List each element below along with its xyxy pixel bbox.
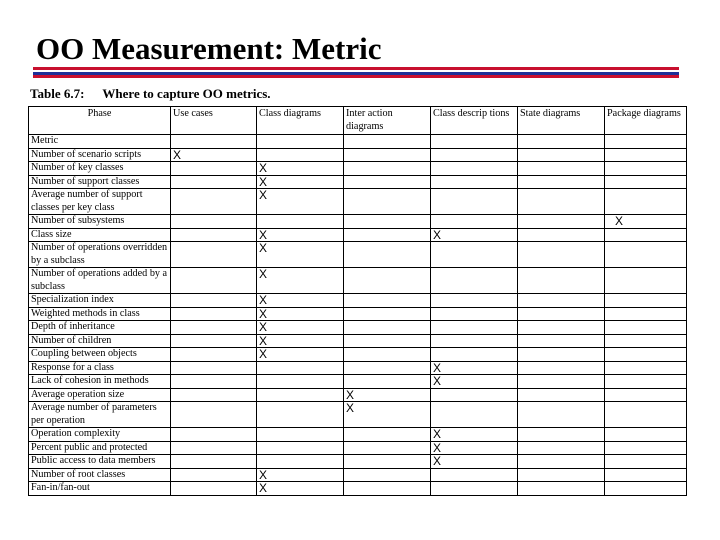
- column-header: Class descrip tions: [431, 107, 518, 135]
- table-row: [29, 482, 687, 496]
- phase-mark-cell: [171, 294, 257, 308]
- table-row: [29, 228, 687, 242]
- phase-mark-cell: [171, 361, 257, 375]
- phase-mark-cell: [431, 388, 518, 402]
- table-row: [29, 361, 687, 375]
- phase-mark-cell: [344, 215, 431, 229]
- phase-mark-cell: [518, 455, 605, 469]
- phase-mark-cell: [344, 348, 431, 362]
- column-header: State diagrams: [518, 107, 605, 135]
- phase-mark-cell: [518, 307, 605, 321]
- table-header-row: [29, 107, 687, 135]
- phase-mark-cell: [518, 334, 605, 348]
- table-row: [29, 375, 687, 389]
- metric-name: Class size: [29, 228, 171, 242]
- metric-name: Number of scenario scripts: [29, 148, 171, 162]
- phase-mark-cell: [605, 334, 687, 348]
- phase-mark-cell: [257, 388, 344, 402]
- phase-mark-cell: [257, 402, 344, 428]
- phase-mark-cell: [171, 175, 257, 189]
- table-row: [29, 455, 687, 469]
- table-caption-label: Table 6.7:: [30, 86, 85, 101]
- table-row: [29, 307, 687, 321]
- phase-mark-cell: X: [344, 388, 431, 402]
- phase-mark-cell: [344, 175, 431, 189]
- phase-mark-cell: [171, 162, 257, 176]
- column-header: Package diagrams: [605, 107, 687, 135]
- metric-name: Coupling between objects: [29, 348, 171, 362]
- phase-mark-cell: [431, 321, 518, 335]
- phase-mark-cell: [171, 242, 257, 268]
- table-row: [29, 388, 687, 402]
- phase-mark-cell: [171, 402, 257, 428]
- phase-mark-cell: [431, 334, 518, 348]
- table-row: [29, 189, 687, 215]
- phase-mark-cell: [171, 307, 257, 321]
- metric-name: Percent public and protected: [29, 441, 171, 455]
- phase-mark-cell: [344, 468, 431, 482]
- phase-mark-cell: [171, 388, 257, 402]
- table-caption-text: Where to capture OO metrics.: [102, 86, 271, 101]
- phase-mark-cell: [171, 228, 257, 242]
- phase-mark-cell: [518, 361, 605, 375]
- phase-mark-cell: [171, 334, 257, 348]
- phase-mark-cell: [344, 294, 431, 308]
- metric-name: Lack of cohesion in methods: [29, 375, 171, 389]
- table-caption: [30, 86, 271, 102]
- phase-mark-cell: [171, 375, 257, 389]
- phase-mark-cell: [605, 468, 687, 482]
- phase-mark-cell: [171, 348, 257, 362]
- phase-mark-cell: [605, 348, 687, 362]
- metric-name: Number of key classes: [29, 162, 171, 176]
- phase-mark-cell: [431, 294, 518, 308]
- phase-mark-cell: [605, 148, 687, 162]
- phase-mark-cell: [605, 268, 687, 294]
- phase-mark-cell: [257, 455, 344, 469]
- table-row: [29, 175, 687, 189]
- phase-mark-cell: [518, 388, 605, 402]
- phase-mark-cell: [518, 402, 605, 428]
- table-row: [29, 348, 687, 362]
- phase-mark-cell: X: [257, 162, 344, 176]
- metric-name: Number of subsystems: [29, 215, 171, 229]
- phase-mark-cell: [431, 162, 518, 176]
- phase-mark-cell: [257, 441, 344, 455]
- phase-mark-cell: [431, 402, 518, 428]
- phase-mark-cell: X: [257, 268, 344, 294]
- phase-mark-cell: [605, 455, 687, 469]
- phase-mark-cell: [518, 428, 605, 442]
- phase-mark-cell: [518, 294, 605, 308]
- phase-mark-cell: [344, 482, 431, 496]
- metric-name: Depth of inheritance: [29, 321, 171, 335]
- phase-mark-cell: [344, 268, 431, 294]
- phase-mark-cell: [605, 388, 687, 402]
- phase-mark-cell: [257, 361, 344, 375]
- table-row: [29, 321, 687, 335]
- phase-mark-cell: [431, 215, 518, 229]
- phase-mark-cell: [344, 228, 431, 242]
- phase-mark-cell: [344, 375, 431, 389]
- phase-mark-cell: [431, 482, 518, 496]
- phase-mark-cell: [431, 307, 518, 321]
- phase-mark-cell: X: [431, 428, 518, 442]
- phase-mark-cell: X: [171, 148, 257, 162]
- phase-mark-cell: X: [257, 321, 344, 335]
- table-row: [29, 441, 687, 455]
- phase-header: Phase: [29, 107, 171, 135]
- metric-name: Fan-in/fan-out: [29, 482, 171, 496]
- phase-mark-cell: [518, 268, 605, 294]
- phase-mark-cell: [344, 162, 431, 176]
- metric-name: Average number of support classes per key class: [29, 189, 171, 215]
- table-row: [29, 268, 687, 294]
- phase-mark-cell: [344, 242, 431, 268]
- phase-mark-cell: [605, 162, 687, 176]
- metric-name: Operation complexity: [29, 428, 171, 442]
- metric-name: Specialization index: [29, 294, 171, 308]
- phase-mark-cell: [431, 148, 518, 162]
- phase-mark-cell: X: [344, 402, 431, 428]
- phase-mark-cell: [605, 482, 687, 496]
- phase-mark-cell: [605, 189, 687, 215]
- table-row: [29, 468, 687, 482]
- phase-mark-cell: [518, 189, 605, 215]
- metric-name: Number of operations overridden by a subclass: [29, 242, 171, 268]
- phase-mark-cell: [344, 455, 431, 469]
- metric-name: Public access to data members: [29, 455, 171, 469]
- phase-mark-cell: [605, 441, 687, 455]
- phase-mark-cell: [605, 242, 687, 268]
- phase-mark-cell: [605, 321, 687, 335]
- phase-mark-cell: [171, 268, 257, 294]
- phase-mark-cell: [431, 175, 518, 189]
- phase-mark-cell: [257, 148, 344, 162]
- title-rule-red-bottom: [33, 75, 679, 78]
- phase-mark-cell: [344, 361, 431, 375]
- phase-mark-cell: [605, 375, 687, 389]
- phase-mark-cell: X: [257, 242, 344, 268]
- phase-mark-cell: [518, 162, 605, 176]
- metric-name: Average operation size: [29, 388, 171, 402]
- phase-mark-cell: [518, 242, 605, 268]
- phase-mark-cell: X: [257, 294, 344, 308]
- metric-header: Metric: [29, 135, 171, 149]
- phase-mark-cell: [431, 242, 518, 268]
- metrics-table: [28, 106, 687, 496]
- phase-mark-cell: [344, 189, 431, 215]
- metric-name: Number of support classes: [29, 175, 171, 189]
- metric-name: Number of children: [29, 334, 171, 348]
- table-row: [29, 428, 687, 442]
- phase-mark-cell: [257, 215, 344, 229]
- phase-mark-cell: [344, 441, 431, 455]
- phase-mark-cell: [605, 361, 687, 375]
- slide-title: OO Measurement: Metric: [36, 31, 382, 66]
- table-row: [29, 215, 687, 229]
- phase-mark-cell: [171, 455, 257, 469]
- phase-mark-cell: [518, 321, 605, 335]
- phase-mark-cell: [518, 468, 605, 482]
- phase-mark-cell: [518, 215, 605, 229]
- phase-mark-cell: [431, 268, 518, 294]
- phase-mark-cell: X: [257, 175, 344, 189]
- table-row: [29, 334, 687, 348]
- phase-mark-cell: [518, 148, 605, 162]
- phase-mark-cell: [171, 441, 257, 455]
- phase-mark-cell: X: [605, 215, 687, 229]
- column-header: Class diagrams: [257, 107, 344, 135]
- phase-mark-cell: X: [257, 189, 344, 215]
- table-row: [29, 242, 687, 268]
- phase-mark-cell: [605, 228, 687, 242]
- column-header: Use cases: [171, 107, 257, 135]
- metric-name: Number of operations added by a subclass: [29, 268, 171, 294]
- metric-name: Number of root classes: [29, 468, 171, 482]
- phase-mark-cell: [518, 348, 605, 362]
- phase-mark-cell: [431, 468, 518, 482]
- column-header: Inter action diagrams: [344, 107, 431, 135]
- phase-mark-cell: [518, 375, 605, 389]
- phase-mark-cell: X: [257, 468, 344, 482]
- phase-mark-cell: X: [257, 307, 344, 321]
- phase-mark-cell: X: [431, 441, 518, 455]
- metric-name: Weighted methods in class: [29, 307, 171, 321]
- metric-name: Average number of parameters per operation: [29, 402, 171, 428]
- phase-mark-cell: [171, 468, 257, 482]
- table-row: [29, 402, 687, 428]
- phase-mark-cell: [171, 428, 257, 442]
- phase-mark-cell: X: [431, 375, 518, 389]
- phase-mark-cell: [344, 307, 431, 321]
- phase-mark-cell: [344, 428, 431, 442]
- phase-mark-cell: [518, 228, 605, 242]
- phase-mark-cell: X: [257, 228, 344, 242]
- phase-mark-cell: [344, 148, 431, 162]
- metric-name: Response for a class: [29, 361, 171, 375]
- metric-heading-row: [29, 135, 687, 149]
- phase-mark-cell: [518, 175, 605, 189]
- phase-mark-cell: [518, 441, 605, 455]
- phase-mark-cell: [605, 294, 687, 308]
- phase-mark-cell: X: [257, 482, 344, 496]
- phase-mark-cell: X: [257, 334, 344, 348]
- phase-mark-cell: [171, 189, 257, 215]
- phase-mark-cell: [605, 402, 687, 428]
- phase-mark-cell: [518, 482, 605, 496]
- table-row: [29, 162, 687, 176]
- phase-mark-cell: X: [431, 361, 518, 375]
- phase-mark-cell: [257, 375, 344, 389]
- phase-mark-cell: X: [431, 228, 518, 242]
- phase-mark-cell: [257, 428, 344, 442]
- phase-mark-cell: [171, 321, 257, 335]
- phase-mark-cell: [344, 334, 431, 348]
- phase-mark-cell: [344, 321, 431, 335]
- phase-mark-cell: [605, 175, 687, 189]
- phase-mark-cell: [605, 428, 687, 442]
- phase-mark-cell: [171, 215, 257, 229]
- phase-mark-cell: [431, 348, 518, 362]
- phase-mark-cell: X: [257, 348, 344, 362]
- phase-mark-cell: [431, 189, 518, 215]
- table-row: [29, 294, 687, 308]
- phase-mark-cell: X: [431, 455, 518, 469]
- phase-mark-cell: [605, 307, 687, 321]
- table-row: [29, 148, 687, 162]
- phase-mark-cell: [171, 482, 257, 496]
